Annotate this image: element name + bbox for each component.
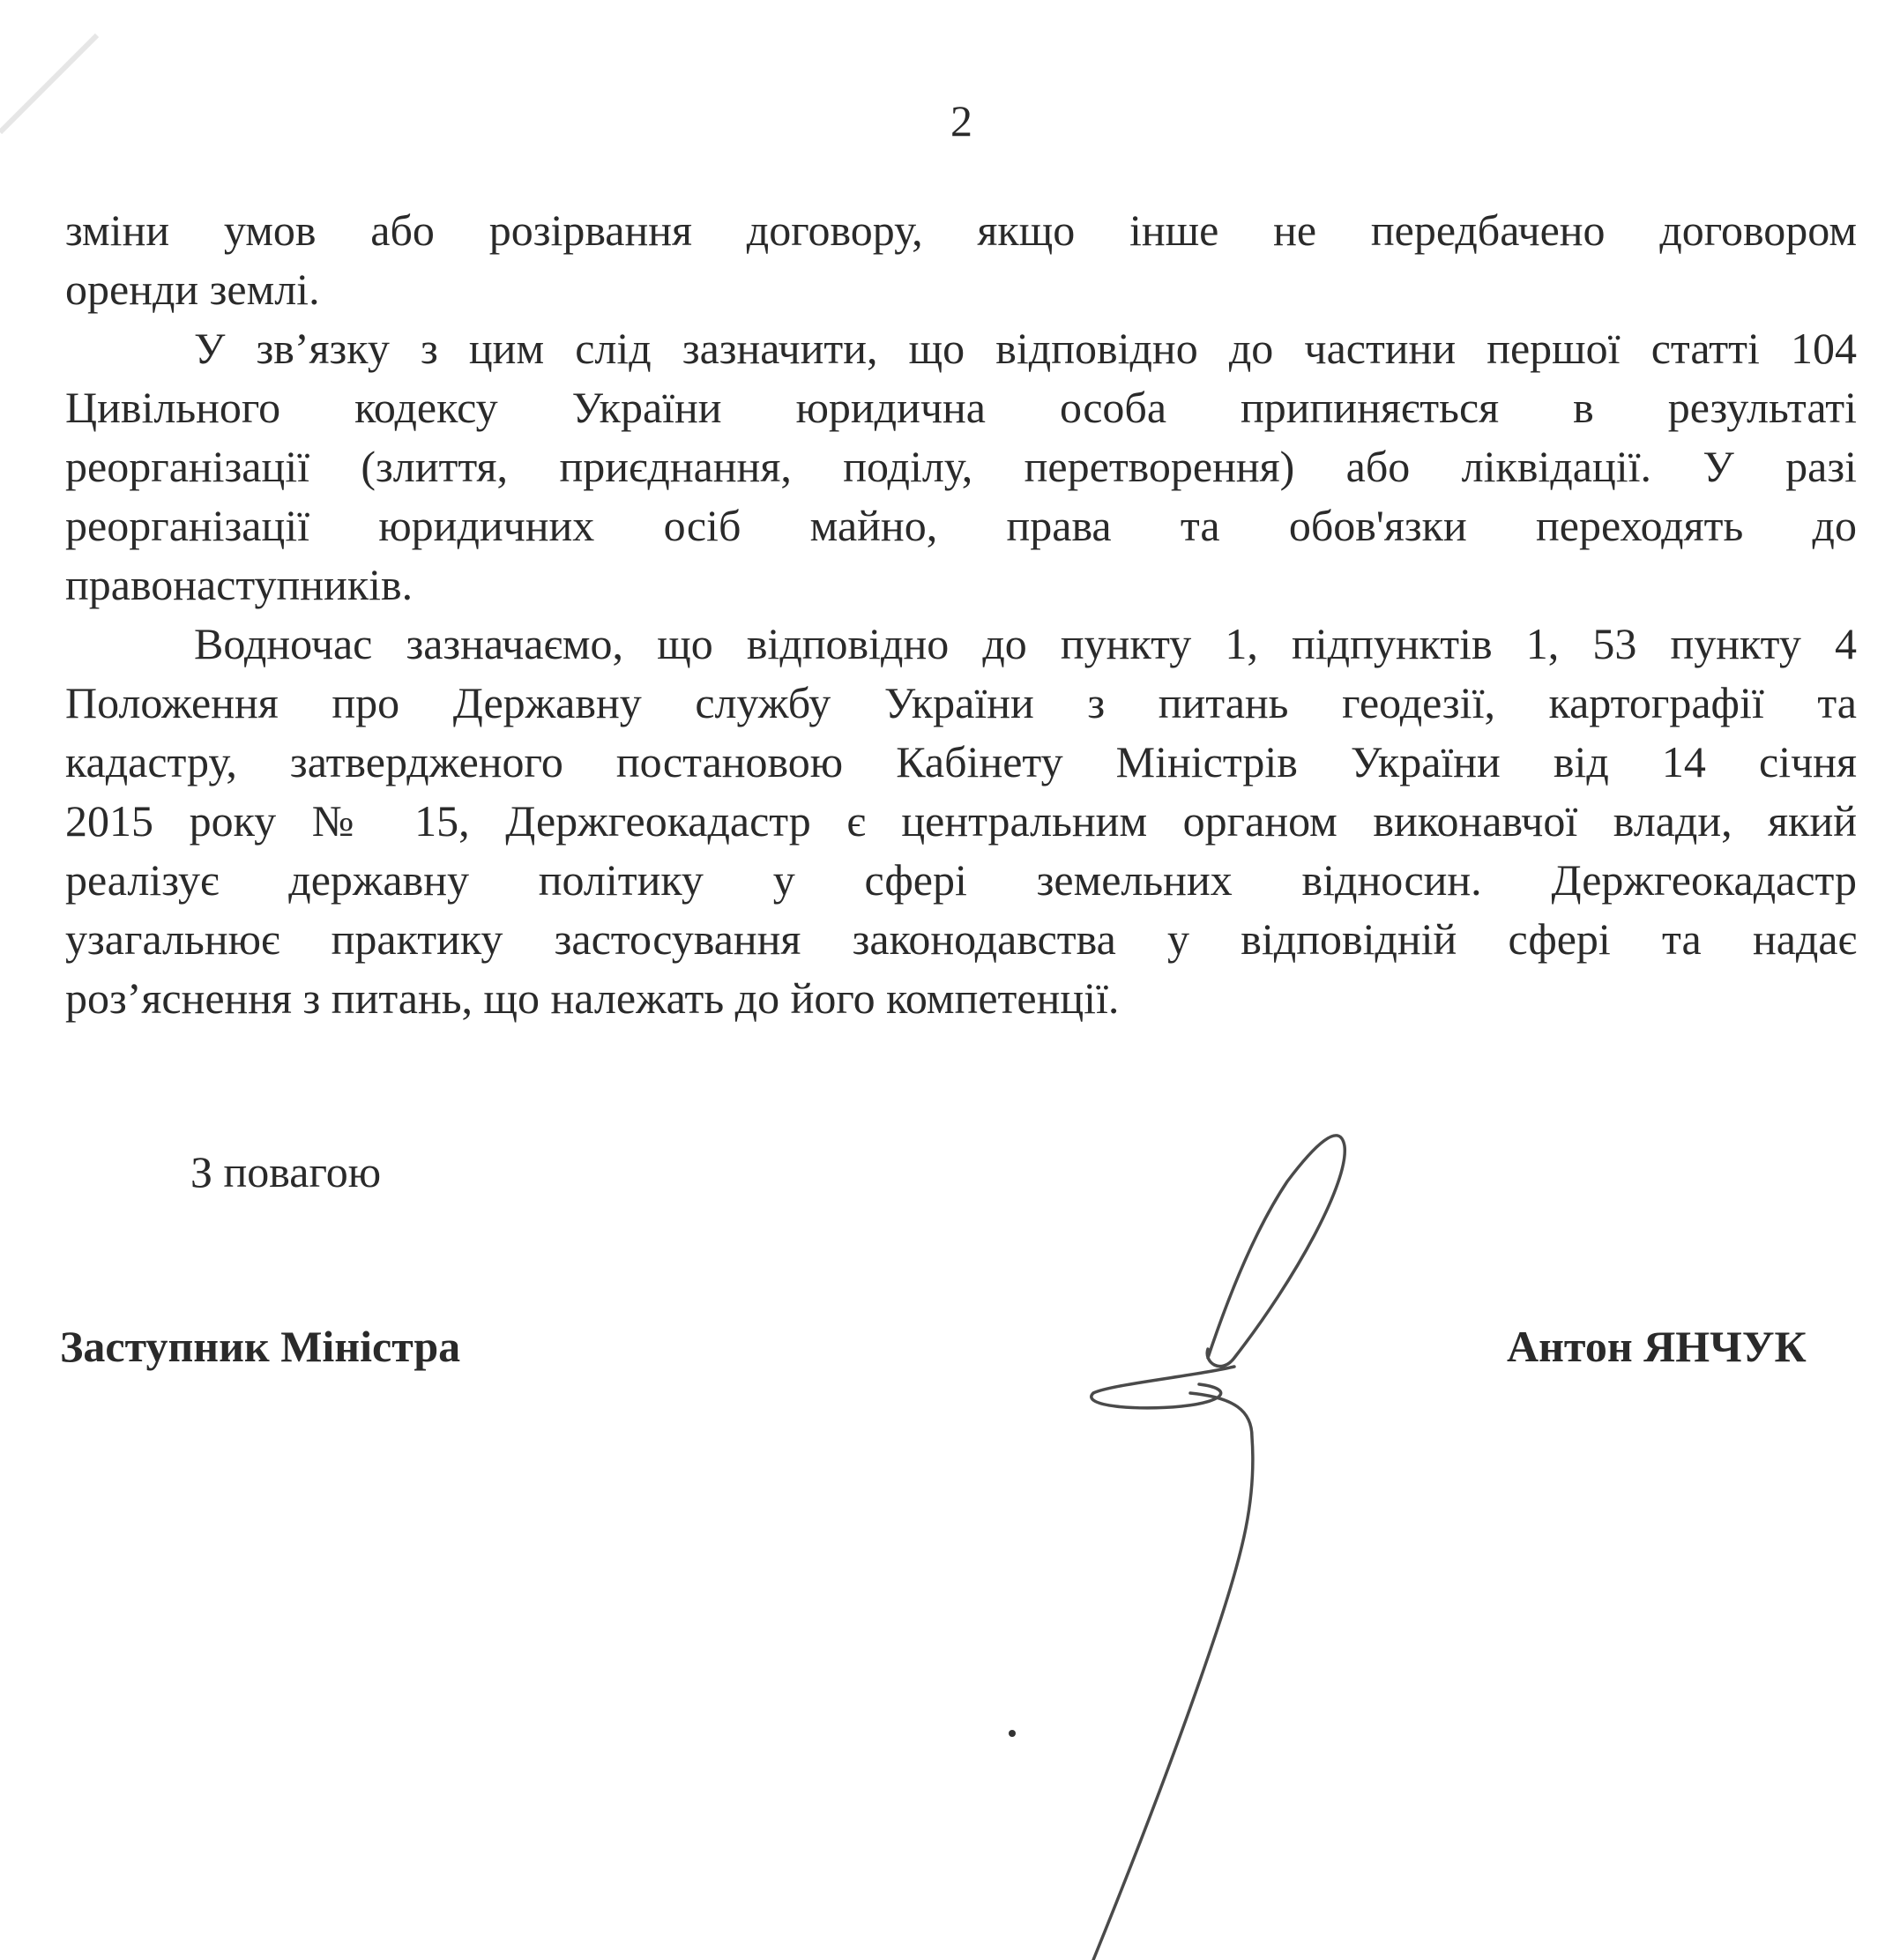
paragraph-line: реалізує державну політику у сфері земельних відносин. Держгеокадастр xyxy=(65,855,1857,905)
paragraph-line: зміни умов або розірвання договору, якщо інше не передбачено договором xyxy=(65,205,1857,255)
signatory-position: Заступник Міністра xyxy=(60,1322,461,1371)
paragraph xyxy=(65,201,1857,319)
paragraph-line: реорганізації юридичних осіб майно, права та обов'язки переходять до xyxy=(65,501,1857,550)
paragraph-line: кадастру, затвердженого постановою Кабінету Міністрів України від 14 січня xyxy=(65,737,1857,786)
signatory-name: Антон ЯНЧУК xyxy=(1507,1322,1807,1371)
paragraph xyxy=(65,319,1857,615)
paragraph-line: Водночас зазначаємо, що відповідно до пункту 1, підпунктів 1, 53 пункту 4 xyxy=(194,619,1857,668)
paragraph-line: реорганізації (злиття, приєднання, поділу, перетворення) або ліквідації. У разі xyxy=(65,442,1857,491)
paragraph-line: Положення про Державну службу України з питань геодезії, картографії та xyxy=(65,678,1857,727)
paragraph-line: правонаступників. xyxy=(65,560,414,609)
letter-body xyxy=(65,201,1857,1028)
paragraph-line: роз’яснення з питань, що належать до його компетенції. xyxy=(65,973,1120,1023)
paragraph-line: Цивільного кодексу України юридична особа припиняється в результаті xyxy=(65,383,1857,432)
paragraph xyxy=(65,615,1857,1028)
paragraph-line: У зв’язку з цим слід зазначити, що відповідно до частини першої статті 104 xyxy=(194,324,1857,373)
closing-phrase: З повагою xyxy=(190,1147,382,1196)
scan-corner-fold xyxy=(0,0,176,176)
paragraph-line: 2015 року № 15, Держгеокадастр є центральним органом виконавчої влади, який xyxy=(65,796,1857,846)
paragraph-line: оренди землі. xyxy=(65,265,320,314)
paragraph-line: узагальнює практику застосування законодавства у відповідній сфері та надає xyxy=(65,914,1857,964)
page-number: 2 xyxy=(950,96,972,145)
